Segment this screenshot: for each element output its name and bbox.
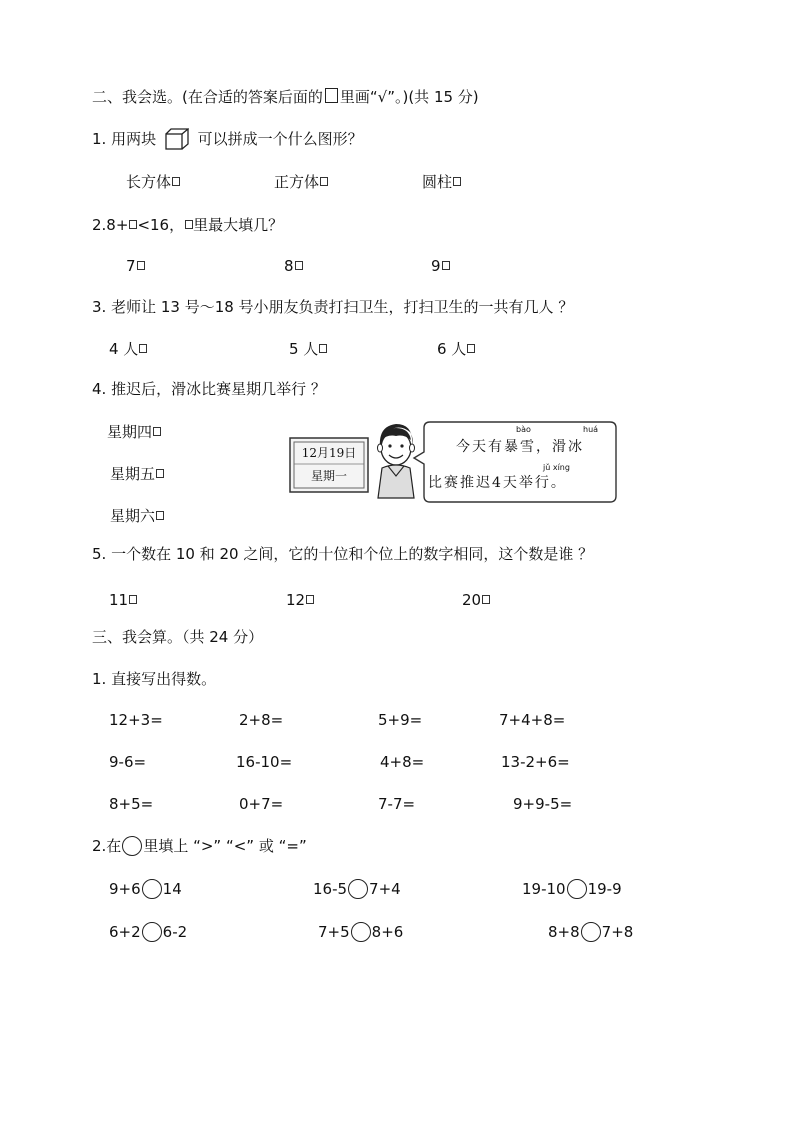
calc2-title: 2.在 里填上 “>” “<” 或 “=”	[92, 837, 307, 855]
calc-item[interactable]: 16-10=	[236, 753, 293, 771]
q3-option-3[interactable]: 6 人	[437, 339, 475, 359]
answer-box[interactable]	[306, 595, 314, 604]
q1-option-1[interactable]: 长方体	[126, 172, 180, 192]
calc-item[interactable]: 9+9-5=	[513, 795, 573, 813]
q5-option-3[interactable]: 20	[462, 590, 490, 610]
question-4: 4. 推迟后，滑冰比赛星期几举行 ？	[92, 380, 326, 398]
bubble-line-1: 今天有暴雪，滑冰	[456, 439, 584, 455]
compare-item[interactable]: 7+5 8+6	[318, 923, 404, 941]
calc1-title: 1. 直接写出得数。	[92, 670, 217, 688]
compare-item[interactable]: 19-10 19-9	[522, 880, 622, 898]
calc-item[interactable]: 7-7=	[378, 795, 416, 813]
question-2: 2.8+ <16， 里最大填几？	[92, 216, 284, 234]
answer-box[interactable]	[172, 177, 180, 186]
q4-option-1[interactable]: 星期四	[107, 422, 161, 442]
calc-item[interactable]: 4+8=	[380, 753, 425, 771]
answer-box[interactable]	[295, 261, 303, 270]
answer-box[interactable]	[442, 261, 450, 270]
calc-item[interactable]: 8+5=	[109, 795, 154, 813]
calc-item[interactable]: 9-6=	[109, 753, 147, 771]
compare-item[interactable]: 6+2 6-2	[109, 923, 188, 941]
circle-icon	[122, 836, 142, 856]
boy-icon	[378, 424, 415, 498]
compare-circle[interactable]	[348, 879, 368, 899]
calc-item[interactable]: 2+8=	[239, 711, 284, 729]
q4-option-3[interactable]: 星期六	[110, 506, 164, 526]
calendar-weekday: 星期一	[310, 469, 347, 483]
calendar-date: 12月19日	[301, 446, 357, 460]
checkmark-icon: √	[377, 88, 388, 106]
cube-icon	[165, 128, 189, 150]
calc-item[interactable]: 13-2+6=	[501, 753, 570, 771]
compare-item[interactable]: 16-5 7+4	[313, 880, 401, 898]
pinyin-juxing: jǔ xíng	[543, 463, 570, 472]
answer-box[interactable]	[156, 469, 164, 478]
answer-box[interactable]	[129, 595, 137, 604]
q4-option-2[interactable]: 星期五	[110, 464, 164, 484]
question-3: 3. 老师让 13 号～18 号小朋友负责打扫卫生，打扫卫生的一共有几人 ？	[92, 298, 574, 316]
answer-box[interactable]	[156, 511, 164, 520]
answer-box	[185, 220, 193, 229]
calc-item[interactable]: 0+7=	[239, 795, 284, 813]
calc-item[interactable]: 12+3=	[109, 711, 163, 729]
compare-circle[interactable]	[581, 922, 601, 942]
section2-heading: 二、我会选。(在合适的答案后面的 里画“√”。)(共 15 分)	[92, 88, 479, 106]
bubble-line-2: 比赛推迟4天举行。	[428, 475, 567, 491]
q4-illustration	[288, 418, 618, 510]
answer-box[interactable]	[319, 344, 327, 353]
pinyin-hua: huá	[583, 425, 599, 434]
answer-box[interactable]	[482, 595, 490, 604]
compare-circle[interactable]	[567, 879, 587, 899]
answer-box[interactable]	[467, 344, 475, 353]
q2-option-3[interactable]: 9	[431, 256, 450, 276]
answer-box[interactable]	[320, 177, 328, 186]
compare-circle[interactable]	[142, 922, 162, 942]
compare-circle[interactable]	[351, 922, 371, 942]
q5-option-1[interactable]: 11	[109, 590, 137, 610]
q2-option-2[interactable]: 8	[284, 256, 303, 276]
q3-option-2[interactable]: 5 人	[289, 339, 327, 359]
answer-box[interactable]	[153, 427, 161, 436]
compare-item[interactable]: 9+6 14	[109, 880, 182, 898]
calc-item[interactable]: 5+9=	[378, 711, 423, 729]
pinyin-bao: bào	[516, 425, 531, 434]
calc-item[interactable]: 7+4+8=	[499, 711, 566, 729]
answer-box[interactable]	[139, 344, 147, 353]
answer-box[interactable]	[137, 261, 145, 270]
question-5: 5. 一个数在 10 和 20 之间，它的十位和个位上的数字相同，这个数是谁 ？	[92, 545, 594, 563]
answer-box[interactable]	[453, 177, 461, 186]
q1-option-2[interactable]: 正方体	[274, 172, 328, 192]
answer-box-icon	[325, 88, 338, 103]
q3-option-1[interactable]: 4 人	[109, 339, 147, 359]
q5-option-2[interactable]: 12	[286, 590, 314, 610]
q2-option-1[interactable]: 7	[126, 256, 145, 276]
compare-item[interactable]: 8+8 7+8	[548, 923, 634, 941]
compare-circle[interactable]	[142, 879, 162, 899]
section3-heading: 三、我会算。（共 24 分）	[92, 628, 264, 646]
question-1: 1. 用两块 可以拼成一个什么图形？	[92, 130, 363, 148]
q1-option-3[interactable]: 圆柱	[422, 172, 461, 192]
